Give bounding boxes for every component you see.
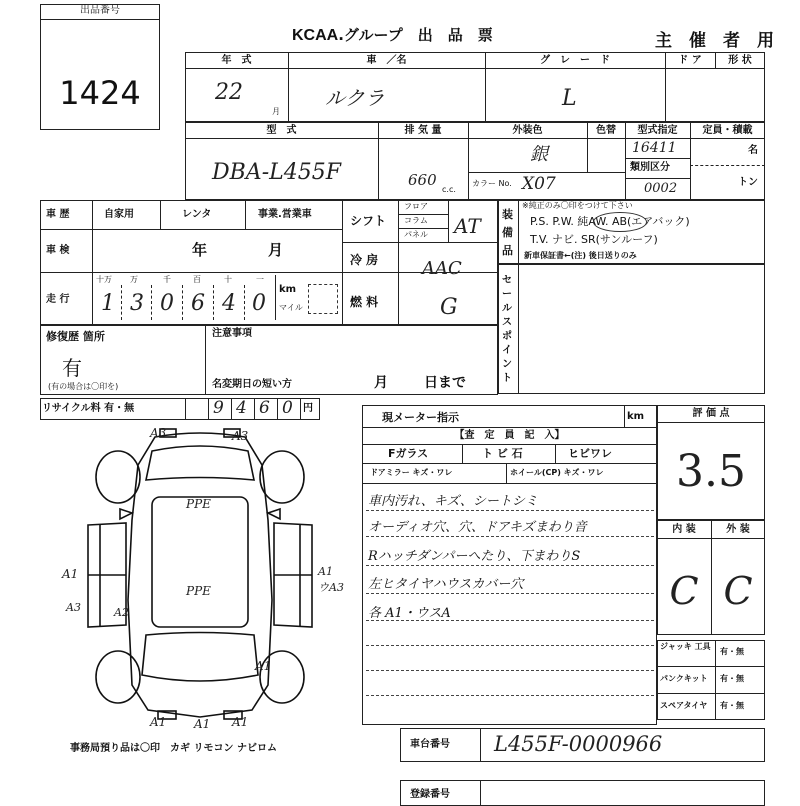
accessory-punkkit-value: 有・無 — [720, 674, 744, 683]
remark-5: 各 A1・ウスA — [368, 606, 451, 621]
registration-box — [400, 780, 765, 806]
car-name-label: 車 ／名 — [366, 55, 407, 66]
rear-window — [142, 633, 258, 682]
color-no-value: X07 — [522, 174, 556, 194]
exterior-label: 外 装 — [726, 524, 750, 535]
mirror-label: ドアミラー キズ・ワレ — [370, 468, 453, 477]
equipment-line3: 新車保証書←(注) 後日送りのみ — [524, 251, 637, 260]
type-spec-value: 16411 — [632, 140, 677, 156]
color-value: 銀 — [530, 144, 548, 165]
repair-label: 修復歴 箇所 — [46, 330, 105, 343]
capacity-unit-persons: 名 — [748, 145, 758, 156]
notes-label: 注意事項 — [212, 328, 252, 339]
mile-checkbox[interactable] — [308, 284, 338, 314]
history-label: 車 歴 — [46, 209, 70, 220]
model-label: 型 式 — [266, 125, 297, 136]
front-right-wheel — [260, 451, 304, 503]
equipment-line2: T.V. ナビ. SR(サンルーフ) — [530, 233, 658, 246]
crack-label: ヒビワレ — [568, 447, 612, 460]
mark-a3-front-right: A3 — [232, 429, 249, 443]
rental-option: レンタ — [182, 209, 212, 220]
car-body-outline — [128, 433, 272, 717]
chassis-value: L455F-0000966 — [494, 732, 663, 756]
accessory-spare-label: スペアタイヤ — [660, 701, 708, 710]
equipment-note: ※純正のみ〇印をつけて下さい — [522, 201, 633, 210]
mileage-digit-6: 0 — [252, 291, 266, 316]
sales-point-box — [498, 264, 765, 394]
meter-label: 現メーター指示 — [382, 411, 459, 424]
name-change-day: 日まで — [424, 375, 466, 391]
mark-a1-bottom-2: A1 — [194, 717, 211, 731]
inspection-month: 月 — [268, 241, 284, 259]
fuel-value: G — [440, 295, 458, 320]
grade-label: グ レ ー ド — [540, 55, 610, 66]
mark-a1-bottom-1: A1 — [150, 715, 167, 729]
interior-score: C — [669, 569, 699, 613]
private-use-option: 自家用 — [104, 209, 134, 220]
mark-a1-rear: A1 — [255, 659, 272, 673]
mark-a3-left: A3 — [66, 601, 81, 614]
recycle-digit-4: 0 — [282, 398, 293, 418]
remark-1: 車内汚れ、キズ、シートシミ — [368, 494, 538, 509]
front-left-wheel — [96, 451, 140, 503]
recycle-label: リサイクル料 有・無 — [42, 403, 135, 414]
lot-number: 1424 — [59, 74, 141, 112]
mark-ppe-hood: PPE — [186, 497, 211, 511]
shift-label: シフト — [350, 214, 387, 228]
chassis-label: 車台番号 — [410, 739, 450, 750]
chip-label: ト ビ 石 — [482, 447, 523, 460]
header-title: KCAA.グループ 出 品 票 — [292, 26, 493, 44]
repair-value: 有 — [62, 356, 82, 380]
mileage-digit-5: 4 — [222, 291, 236, 316]
capacity-unit-tons: トン — [738, 177, 758, 188]
exterior-color-label: 外装色 — [512, 125, 543, 136]
capacity-label: 定員・積載 — [702, 125, 753, 136]
repair-note: (有の場合は〇印を) — [48, 382, 119, 391]
accessory-punkkit-label: パンクキット — [660, 674, 708, 683]
mileage-digit-2: 3 — [130, 291, 144, 316]
brand-logo: KCAA — [292, 27, 339, 44]
mileage-digit-3: 0 — [160, 291, 174, 316]
equipment-label: 装備品 — [502, 208, 513, 257]
name-change-label: 名変期日の短い方 — [212, 379, 292, 390]
class-value: 0002 — [644, 181, 678, 196]
equipment-line1: P.S. P.W. 純AW. AB(エアバック) — [530, 215, 690, 228]
rear-left-wheel — [96, 651, 140, 703]
accessory-jack-label: ジャッキ 工具 — [660, 642, 711, 651]
fuel-label: 燃 料 — [350, 295, 379, 309]
type-spec-label: 型式指定 — [637, 125, 678, 136]
mile-unit: マイル — [279, 303, 303, 312]
year-value: 22 — [215, 80, 243, 105]
cc-unit: c.c. — [442, 185, 456, 194]
inspection-label: 車 検 — [46, 245, 70, 256]
recycle-digit-2: 4 — [236, 398, 247, 418]
displacement-value: 660 — [408, 171, 437, 189]
remark-3: Rハッチダンパーへたり、下まわりS — [368, 549, 581, 564]
inspection-year: 年 — [192, 241, 208, 259]
remark-4: 左ヒタイヤハウスカバー穴 — [368, 577, 524, 592]
recycle-digit-3: 6 — [259, 398, 270, 418]
shift-floor: フロア — [404, 202, 428, 211]
office-note: 事務局預り品は〇印 カギ リモコン ナビロム — [70, 743, 277, 754]
interior-label: 内 装 — [672, 524, 696, 535]
mark-a1-left: A1 — [62, 567, 79, 581]
business-option: 事業.営業車 — [258, 209, 312, 220]
mark-a1-bottom-3: A1 — [232, 715, 249, 729]
accessory-jack-value: 有・無 — [720, 647, 744, 656]
mileage-digit-4: 6 — [191, 291, 205, 316]
recolor-label: 色替 — [596, 125, 616, 136]
front-windshield — [146, 446, 254, 480]
mark-a1-right: A1 — [318, 565, 333, 578]
header-role: 主 催 者 用 — [655, 31, 774, 51]
accessory-spare-value: 有・無 — [720, 701, 744, 710]
year-label: 年 式 — [221, 55, 252, 66]
mark-a3-right: ウA3 — [318, 581, 344, 594]
displacement-label: 排 気 量 — [404, 125, 442, 136]
car-damage-diagram — [40, 425, 360, 735]
meter-km: km — [627, 411, 645, 422]
inspector-title: 【査 定 員 記 入】 — [454, 430, 565, 441]
lot-number-label: 出品番号 — [80, 5, 120, 16]
color-no-label: カラー No. — [472, 179, 512, 188]
door-label: ド ア — [678, 55, 702, 66]
wheel-label: ホイール(CP) キズ・ワレ — [510, 468, 604, 477]
km-unit: km — [279, 284, 297, 295]
registration-label: 登録番号 — [410, 789, 450, 800]
mark-a3-front-left: A3 — [150, 426, 167, 440]
sales-point-label: セールスポイント — [502, 275, 512, 384]
ac-value: AAC — [422, 258, 462, 279]
recycle-digit-1: 9 — [213, 398, 224, 418]
car-name-value: ルクラ — [325, 86, 385, 110]
grade-value: L — [562, 86, 577, 111]
model-value: DBA-L455F — [212, 160, 341, 185]
name-change-month: 月 — [374, 375, 388, 391]
shift-value: AT — [454, 214, 481, 238]
class-label: 類別区分 — [630, 162, 670, 173]
ac-label: 冷 房 — [350, 253, 379, 267]
shape-label: 形 状 — [728, 55, 752, 66]
score-value: 3.5 — [676, 446, 746, 497]
yen-unit: 円 — [303, 403, 313, 414]
shift-column: コラム — [404, 216, 428, 225]
mileage-digit-1: 1 — [101, 291, 115, 316]
remark-2: オーディオ穴、穴、ドアキズまわり音 — [368, 520, 587, 535]
mark-ppe-roof: PPE — [186, 584, 211, 598]
shift-panel: パネル — [404, 230, 428, 239]
mark-a2-left: A2 — [114, 606, 129, 619]
score-label: 評 価 点 — [692, 408, 730, 419]
fglass-label: Fガラス — [388, 447, 429, 460]
mileage-label: 走 行 — [46, 294, 70, 305]
month-mark: 月 — [272, 107, 280, 116]
exterior-score: C — [723, 569, 753, 613]
